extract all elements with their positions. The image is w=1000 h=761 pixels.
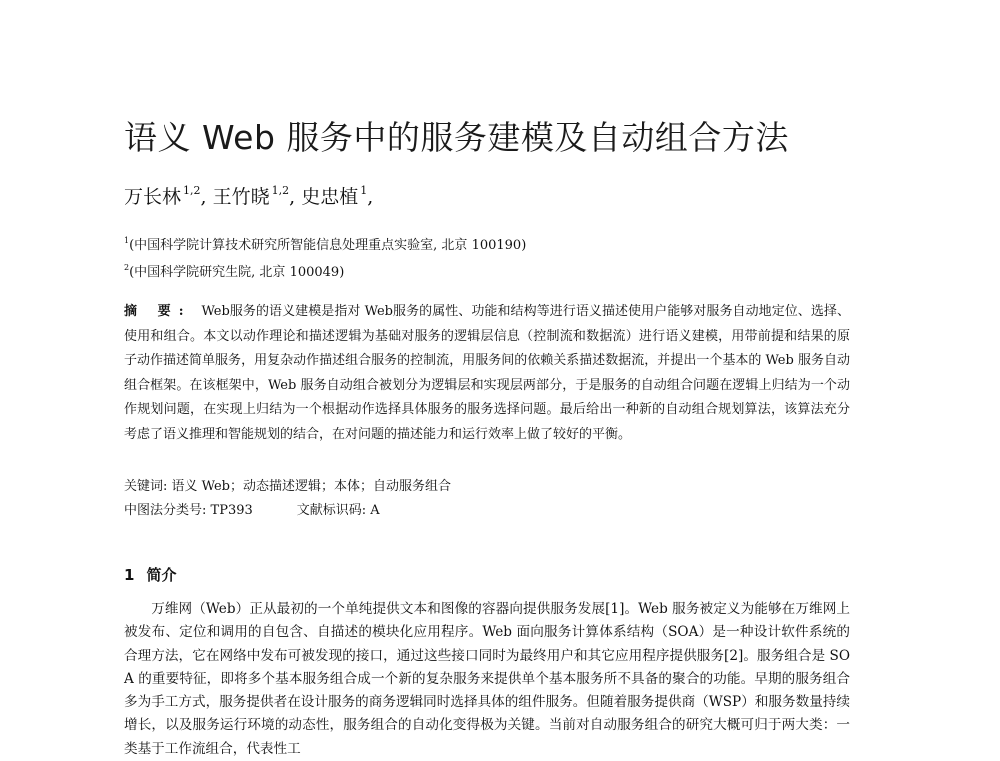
author-separator: , (289, 186, 296, 208)
affiliation (124, 232, 526, 255)
author-name: 万长林 (124, 186, 182, 208)
affiliation-text: (中国科学院计算技术研究所智能信息处理重点实验室, 北京 100190) (129, 238, 527, 253)
author-name: 王竹晓 (212, 186, 270, 208)
author-separator: , (367, 186, 374, 208)
clc-label: 中图法分类号: (124, 503, 207, 518)
abstract-text: Web服务的语义建模是指对 Web服务的属性、功能和结构等进行语义描述使用户能够对服务自动地定位、选择、使用和组合。本文以动作理论和描述逻辑为基础对服务的逻辑层信息（控制流和数据流）进行语义建模，用带前提和结果的原子动作描述简单服务，用复杂动作描述组合服务的控制流，用服务间的依赖关系描述数据流，并提出一个基本的 Web 服务自动组合框架。在该框架中，Web 服务自动组合被划分为逻辑层和实现层两部分，于是服务的自动组合问题在逻辑上归结为一个动作规划问题，在实现上归结为一个根据动作选择具体服务的服务选择问题。最后给出一种新的自动组合规划算法，该算法充分考虑了语义推理和智能规划的结合，在对问题的描述能力和运行效率上做了较好的平衡。 (124, 304, 850, 442)
classification-line (124, 501, 380, 521)
keywords-label: 关键词: (124, 479, 168, 494)
affiliation-mark: 1 (124, 236, 130, 245)
author-name: 史忠植 (301, 186, 359, 208)
keywords (124, 477, 451, 497)
body-paragraph: 万维网（Web）正从最初的一个单纯提供文本和图像的容器向提供服务发展[1]。Web 服务被定义为能够在万维网上被发布、定位和调用的自包含、自描述的模块化应用程序。Web 面向服务计算体系结构（SOA）是一种设计软件系统的合理方法，它在网络中发布可被发现的接口，通过这些接口同时为最终用户和其它应用程序提供服务[2]。服务组合是 SOA 的重要特征，即将多个基本服务组合成一个新的复杂服务来提供单个基本服务所不具备的聚合的功能。早期的服务组合多为手工方式，服务提供者在设计服务的商务逻辑同时选择具体的组件服务。但随着服务提供商（WSP）和服务数量持续增长，以及服务运行环境的动态性，服务组合的自动化变得极为关键。当前对自动服务组合的研究大概可归于两大类：一类基于工作流组合，代表性工 (124, 601, 850, 757)
doc-code-value: A (370, 503, 380, 518)
abstract-label: 摘 要: (124, 304, 192, 319)
affiliation (124, 259, 344, 282)
clc-value: TP393 (210, 503, 253, 518)
keywords-text: 语义 Web；动态描述逻辑；本体；自动服务组合 (171, 479, 451, 494)
abstract (124, 300, 850, 448)
author-separator: , (200, 186, 207, 208)
author-affiliation-mark: 1,2 (183, 184, 201, 197)
doc-code-label: 文献标识码: (296, 503, 367, 518)
author-list (124, 178, 373, 210)
section-title: 简介 (146, 566, 177, 584)
paper-title: 语义 Web 服务中的服务建模及自动组合方法 (124, 118, 789, 157)
section-number: 1 (124, 566, 135, 584)
affiliation-mark: 2 (124, 263, 130, 272)
affiliation-text: (中国科学院研究生院, 北京 100049) (129, 265, 345, 280)
author-affiliation-mark: 1,2 (271, 184, 290, 197)
author-affiliation-mark: 1 (360, 184, 368, 197)
section-heading (124, 565, 176, 585)
